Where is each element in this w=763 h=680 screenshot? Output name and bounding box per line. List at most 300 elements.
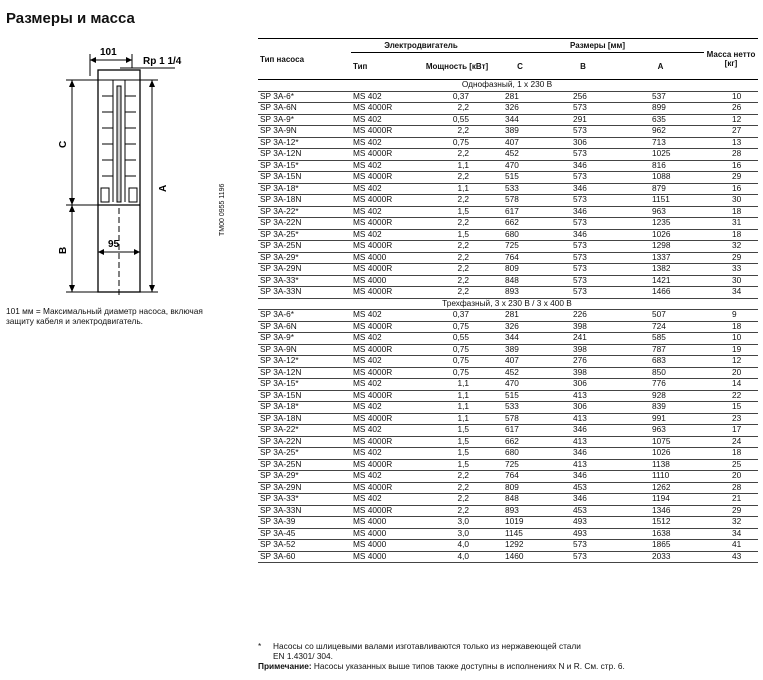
cell-power: 2,2 <box>423 195 491 207</box>
cell-power: 0,75 <box>423 344 491 356</box>
group-label: Однофазный, 1 x 230 В <box>258 80 758 92</box>
table-row <box>258 218 758 230</box>
cell-pump-type: SP 3A-6* <box>258 310 351 322</box>
cell-a: 507 <box>617 310 704 322</box>
table-row <box>258 160 758 172</box>
cell-power: 1,5 <box>423 206 491 218</box>
cell-b: 306 <box>549 137 617 149</box>
cell-pump-type: SP 3A-22* <box>258 425 351 437</box>
table-row <box>258 390 758 402</box>
table-row <box>258 448 758 460</box>
cell-b: 573 <box>549 264 617 276</box>
cell-b: 346 <box>549 229 617 241</box>
cell-a: 1138 <box>617 459 704 471</box>
cell-motor-type: MS 4000R <box>351 344 423 356</box>
remark <box>258 661 758 671</box>
cell-power: 4,0 <box>423 551 491 563</box>
cell-a: 683 <box>617 356 704 368</box>
cell-mass: 10 <box>704 91 758 103</box>
cell-b: 413 <box>549 459 617 471</box>
cell-motor-type: MS 4000R <box>351 172 423 184</box>
table-body <box>258 80 758 563</box>
cell-a: 991 <box>617 413 704 425</box>
cell-pump-type: SP 3A-25N <box>258 459 351 471</box>
table-row <box>258 172 758 184</box>
cell-power: 2,2 <box>423 275 491 287</box>
cell-b: 573 <box>549 103 617 115</box>
cell-b: 398 <box>549 321 617 333</box>
cell-motor-type: MS 4000 <box>351 275 423 287</box>
cell-motor-type: MS 4000R <box>351 367 423 379</box>
cell-a: 1298 <box>617 241 704 253</box>
table-row <box>258 413 758 425</box>
cell-mass: 16 <box>704 160 758 172</box>
cell-mass: 27 <box>704 126 758 138</box>
cell-mass: 9 <box>704 310 758 322</box>
dim-c-label: C <box>58 140 69 148</box>
cell-motor-type: MS 4000R <box>351 149 423 161</box>
cell-c: 617 <box>491 425 549 437</box>
cell-power: 2,2 <box>423 471 491 483</box>
cell-power: 3,0 <box>423 528 491 540</box>
table-row <box>258 206 758 218</box>
table-row <box>258 126 758 138</box>
table-row <box>258 229 758 241</box>
cell-b: 453 <box>549 482 617 494</box>
cell-mass: 12 <box>704 114 758 126</box>
dim-b-label: B <box>58 246 69 254</box>
cell-b: 573 <box>549 126 617 138</box>
cell-mass: 18 <box>704 448 758 460</box>
cell-a: 850 <box>617 367 704 379</box>
cell-mass: 17 <box>704 425 758 437</box>
cell-motor-type: MS 4000 <box>351 517 423 529</box>
cell-motor-type: MS 4000R <box>351 390 423 402</box>
cell-c: 764 <box>491 471 549 483</box>
cell-c: 389 <box>491 344 549 356</box>
cell-mass: 20 <box>704 471 758 483</box>
cell-b: 573 <box>549 275 617 287</box>
cell-b: 291 <box>549 114 617 126</box>
cell-b: 413 <box>549 436 617 448</box>
cell-power: 1,1 <box>423 413 491 425</box>
cell-power: 0,55 <box>423 333 491 345</box>
cell-a: 963 <box>617 425 704 437</box>
cell-pump-type: SP 3A-25* <box>258 229 351 241</box>
cell-a: 1337 <box>617 252 704 264</box>
remark-label: Примечание: <box>258 661 312 671</box>
col-pump-type: Тип насоса <box>258 39 351 80</box>
cell-a: 713 <box>617 137 704 149</box>
cell-b: 493 <box>549 528 617 540</box>
cell-pump-type: SP 3A-29N <box>258 264 351 276</box>
pump-dimension-diagram <box>0 40 240 310</box>
cell-power: 0,75 <box>423 367 491 379</box>
col-group-motor: Электродвигатель <box>351 39 491 53</box>
cell-mass: 19 <box>704 344 758 356</box>
cell-pump-type: SP 3A-15N <box>258 390 351 402</box>
cell-pump-type: SP 3A-6N <box>258 103 351 115</box>
group-label: Трехфазный, 3 x 230 В / 3 x 400 В <box>258 298 758 310</box>
cell-mass: 10 <box>704 333 758 345</box>
cell-pump-type: SP 3A-18* <box>258 183 351 195</box>
cell-power: 2,2 <box>423 149 491 161</box>
dim-a-label: A <box>158 184 169 192</box>
cell-c: 764 <box>491 252 549 264</box>
cell-a: 1466 <box>617 287 704 299</box>
cell-power: 1,1 <box>423 183 491 195</box>
cell-motor-type: MS 402 <box>351 183 423 195</box>
table-row <box>258 287 758 299</box>
cell-power: 0,37 <box>423 91 491 103</box>
cell-b: 573 <box>549 551 617 563</box>
footnote-line-2: EN 1.4301/ 304. <box>273 651 333 661</box>
cell-b: 493 <box>549 517 617 529</box>
table-row <box>258 252 758 264</box>
table-row <box>258 264 758 276</box>
cell-motor-type: MS 4000R <box>351 436 423 448</box>
cell-pump-type: SP 3A-15N <box>258 172 351 184</box>
cell-motor-type: MS 402 <box>351 425 423 437</box>
cell-power: 4,0 <box>423 540 491 552</box>
cell-b: 346 <box>549 448 617 460</box>
table-row <box>258 321 758 333</box>
table-row <box>258 310 758 322</box>
cell-pump-type: SP 3A-18N <box>258 413 351 425</box>
cell-mass: 26 <box>704 103 758 115</box>
table-row <box>258 471 758 483</box>
cell-a: 879 <box>617 183 704 195</box>
cell-a: 1421 <box>617 275 704 287</box>
table-row <box>258 540 758 552</box>
cell-pump-type: SP 3A-15* <box>258 160 351 172</box>
cell-pump-type: SP 3A-60 <box>258 551 351 563</box>
cell-mass: 14 <box>704 379 758 391</box>
cell-pump-type: SP 3A-22* <box>258 206 351 218</box>
cell-power: 0,75 <box>423 137 491 149</box>
cell-pump-type: SP 3A-9* <box>258 114 351 126</box>
cell-a: 816 <box>617 160 704 172</box>
cell-pump-type: SP 3A-18* <box>258 402 351 414</box>
table-row <box>258 482 758 494</box>
cell-c: 617 <box>491 206 549 218</box>
table-row <box>258 494 758 506</box>
cell-a: 1075 <box>617 436 704 448</box>
cell-mass: 30 <box>704 195 758 207</box>
cell-pump-type: SP 3A-45 <box>258 528 351 540</box>
table-row <box>258 344 758 356</box>
cell-power: 1,5 <box>423 425 491 437</box>
table-row <box>258 367 758 379</box>
cell-motor-type: MS 4000R <box>351 505 423 517</box>
cell-c: 848 <box>491 494 549 506</box>
cell-c: 281 <box>491 91 549 103</box>
cell-b: 573 <box>549 172 617 184</box>
cell-mass: 43 <box>704 551 758 563</box>
cell-mass: 23 <box>704 413 758 425</box>
cell-power: 1,1 <box>423 160 491 172</box>
cell-b: 573 <box>549 195 617 207</box>
cell-pump-type: SP 3A-22N <box>258 436 351 448</box>
cell-a: 1346 <box>617 505 704 517</box>
cell-motor-type: MS 4000R <box>351 321 423 333</box>
cell-c: 452 <box>491 149 549 161</box>
cell-b: 346 <box>549 160 617 172</box>
cell-a: 787 <box>617 344 704 356</box>
col-c: C <box>491 53 549 80</box>
cell-motor-type: MS 402 <box>351 229 423 241</box>
col-b: B <box>549 53 617 80</box>
cell-power: 2,2 <box>423 103 491 115</box>
cell-a: 1235 <box>617 218 704 230</box>
cell-mass: 18 <box>704 206 758 218</box>
cell-motor-type: MS 4000R <box>351 413 423 425</box>
table-row <box>258 459 758 471</box>
cell-b: 398 <box>549 344 617 356</box>
cell-a: 2033 <box>617 551 704 563</box>
table-row <box>258 517 758 529</box>
cell-pump-type: SP 3A-12N <box>258 149 351 161</box>
cell-mass: 18 <box>704 321 758 333</box>
cell-c: 515 <box>491 390 549 402</box>
cell-pump-type: SP 3A-15* <box>258 379 351 391</box>
cell-c: 725 <box>491 459 549 471</box>
cell-power: 0,37 <box>423 310 491 322</box>
cell-pump-type: SP 3A-33* <box>258 275 351 287</box>
dim-101-label: 101 <box>100 47 117 58</box>
cell-power: 2,2 <box>423 252 491 264</box>
cell-c: 470 <box>491 160 549 172</box>
cell-mass: 25 <box>704 459 758 471</box>
cell-pump-type: SP 3A-29* <box>258 471 351 483</box>
cell-b: 276 <box>549 356 617 368</box>
footnote-line-1: Насосы со шлицевыми валами изготавливаются только из нержавеющей стали <box>273 641 581 651</box>
cell-b: 573 <box>549 218 617 230</box>
cell-mass: 31 <box>704 218 758 230</box>
cell-mass: 28 <box>704 482 758 494</box>
cell-motor-type: MS 402 <box>351 114 423 126</box>
cell-a: 1638 <box>617 528 704 540</box>
cell-mass: 15 <box>704 402 758 414</box>
cell-c: 1145 <box>491 528 549 540</box>
cell-b: 413 <box>549 390 617 402</box>
page-title: Размеры и масса <box>6 10 135 27</box>
cell-power: 2,2 <box>423 505 491 517</box>
cell-mass: 41 <box>704 540 758 552</box>
cell-c: 407 <box>491 137 549 149</box>
cell-c: 470 <box>491 379 549 391</box>
cell-b: 573 <box>549 149 617 161</box>
cell-pump-type: SP 3A-9N <box>258 126 351 138</box>
cell-a: 1382 <box>617 264 704 276</box>
cell-power: 1,5 <box>423 436 491 448</box>
cell-pump-type: SP 3A-12N <box>258 367 351 379</box>
dimensions-table <box>258 38 758 563</box>
cell-mass: 12 <box>704 356 758 368</box>
cell-motor-type: MS 402 <box>351 448 423 460</box>
cell-mass: 30 <box>704 275 758 287</box>
cell-a: 1512 <box>617 517 704 529</box>
cell-b: 346 <box>549 425 617 437</box>
cell-c: 578 <box>491 413 549 425</box>
cell-c: 848 <box>491 275 549 287</box>
cell-pump-type: SP 3A-25* <box>258 448 351 460</box>
table-row <box>258 505 758 517</box>
cell-mass: 29 <box>704 505 758 517</box>
cell-a: 585 <box>617 333 704 345</box>
cell-a: 1262 <box>617 482 704 494</box>
table-row <box>258 551 758 563</box>
cell-b: 413 <box>549 413 617 425</box>
cell-mass: 18 <box>704 229 758 241</box>
cell-pump-type: SP 3A-6N <box>258 321 351 333</box>
cell-pump-type: SP 3A-29* <box>258 252 351 264</box>
cell-c: 1460 <box>491 551 549 563</box>
table-row <box>258 195 758 207</box>
table-row <box>258 425 758 437</box>
col-motor-type: Тип <box>351 53 423 80</box>
cell-power: 2,2 <box>423 287 491 299</box>
cell-power: 2,2 <box>423 126 491 138</box>
cell-a: 1026 <box>617 448 704 460</box>
table-row <box>258 103 758 115</box>
cell-power: 1,5 <box>423 459 491 471</box>
cell-c: 809 <box>491 264 549 276</box>
cell-motor-type: MS 4000R <box>351 482 423 494</box>
cell-motor-type: MS 402 <box>351 379 423 391</box>
cell-mass: 13 <box>704 137 758 149</box>
table-row <box>258 275 758 287</box>
cell-c: 662 <box>491 436 549 448</box>
cell-mass: 20 <box>704 367 758 379</box>
cell-motor-type: MS 4000R <box>351 103 423 115</box>
cell-motor-type: MS 4000R <box>351 195 423 207</box>
cell-c: 344 <box>491 333 549 345</box>
cell-mass: 16 <box>704 183 758 195</box>
col-group-sizes: Размеры [мм] <box>491 39 704 53</box>
cell-b: 306 <box>549 402 617 414</box>
cell-motor-type: MS 402 <box>351 160 423 172</box>
cell-motor-type: MS 4000R <box>351 218 423 230</box>
cell-pump-type: SP 3A-18N <box>258 195 351 207</box>
cell-power: 2,2 <box>423 494 491 506</box>
cell-a: 635 <box>617 114 704 126</box>
cell-power: 2,2 <box>423 264 491 276</box>
cell-pump-type: SP 3A-33* <box>258 494 351 506</box>
cell-mass: 21 <box>704 494 758 506</box>
cell-pump-type: SP 3A-25N <box>258 241 351 253</box>
cell-a: 724 <box>617 321 704 333</box>
table-row <box>258 402 758 414</box>
cell-motor-type: MS 4000R <box>351 264 423 276</box>
cell-c: 389 <box>491 126 549 138</box>
cell-b: 241 <box>549 333 617 345</box>
cell-a: 899 <box>617 103 704 115</box>
cell-pump-type: SP 3A-29N <box>258 482 351 494</box>
cell-pump-type: SP 3A-12* <box>258 137 351 149</box>
cell-power: 0,75 <box>423 321 491 333</box>
cell-power: 2,2 <box>423 218 491 230</box>
cell-b: 346 <box>549 471 617 483</box>
cell-a: 1865 <box>617 540 704 552</box>
cell-pump-type: SP 3A-6* <box>258 91 351 103</box>
cell-b: 573 <box>549 241 617 253</box>
cell-motor-type: MS 402 <box>351 402 423 414</box>
cell-motor-type: MS 4000R <box>351 241 423 253</box>
cell-a: 1151 <box>617 195 704 207</box>
cell-power: 1,1 <box>423 390 491 402</box>
cell-c: 452 <box>491 367 549 379</box>
cell-power: 1,5 <box>423 229 491 241</box>
cell-pump-type: SP 3A-33N <box>258 505 351 517</box>
cell-b: 256 <box>549 91 617 103</box>
cell-motor-type: MS 402 <box>351 137 423 149</box>
cell-c: 1019 <box>491 517 549 529</box>
cell-power: 0,55 <box>423 114 491 126</box>
cell-a: 839 <box>617 402 704 414</box>
cell-mass: 24 <box>704 436 758 448</box>
cell-mass: 22 <box>704 390 758 402</box>
table-row <box>258 528 758 540</box>
table-row <box>258 333 758 345</box>
cell-a: 1026 <box>617 229 704 241</box>
cell-c: 407 <box>491 356 549 368</box>
remark-text: Насосы указанных выше типов также доступны в исполнениях N и R. См. стр. 6. <box>311 661 625 671</box>
cell-b: 346 <box>549 183 617 195</box>
table-row <box>258 149 758 161</box>
cell-mass: 33 <box>704 264 758 276</box>
cell-c: 326 <box>491 103 549 115</box>
cell-c: 515 <box>491 172 549 184</box>
cell-motor-type: MS 402 <box>351 356 423 368</box>
footnote-star: * Насосы со шлицевыми валами изготавливаются только из нержавеющей стали <box>258 641 581 651</box>
cell-motor-type: MS 4000 <box>351 252 423 264</box>
cell-pump-type: SP 3A-52 <box>258 540 351 552</box>
cell-c: 662 <box>491 218 549 230</box>
cell-motor-type: MS 4000R <box>351 287 423 299</box>
cell-power: 2,2 <box>423 482 491 494</box>
cell-c: 281 <box>491 310 549 322</box>
cell-power: 0,75 <box>423 356 491 368</box>
cell-mass: 28 <box>704 149 758 161</box>
cell-a: 1088 <box>617 172 704 184</box>
cell-motor-type: MS 4000R <box>351 459 423 471</box>
col-mass: Масса нетто [кг] <box>704 39 758 80</box>
cell-mass: 34 <box>704 528 758 540</box>
cell-c: 680 <box>491 229 549 241</box>
table-row <box>258 114 758 126</box>
cell-motor-type: MS 402 <box>351 494 423 506</box>
cell-b: 573 <box>549 540 617 552</box>
cell-power: 2,2 <box>423 241 491 253</box>
cell-pump-type: SP 3A-33N <box>258 287 351 299</box>
cell-a: 962 <box>617 126 704 138</box>
cell-pump-type: SP 3A-9* <box>258 333 351 345</box>
cell-motor-type: MS 4000R <box>351 126 423 138</box>
cell-power: 3,0 <box>423 517 491 529</box>
cell-a: 776 <box>617 379 704 391</box>
col-power: Мощность [кВт] <box>423 53 491 80</box>
cell-mass: 34 <box>704 287 758 299</box>
table-row <box>258 436 758 448</box>
cell-b: 398 <box>549 367 617 379</box>
cell-b: 306 <box>549 379 617 391</box>
cell-c: 578 <box>491 195 549 207</box>
dim-95-label: 95 <box>108 239 120 250</box>
cell-b: 226 <box>549 310 617 322</box>
cell-motor-type: MS 402 <box>351 206 423 218</box>
cell-c: 533 <box>491 183 549 195</box>
